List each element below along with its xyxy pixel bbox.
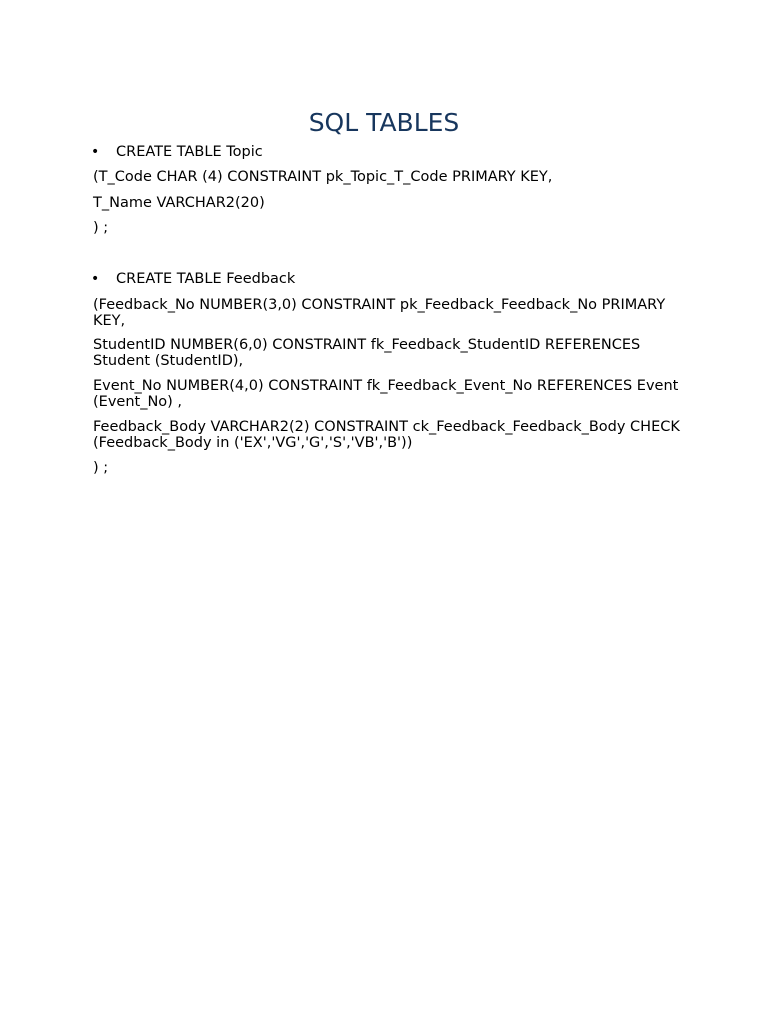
topic-line-1 [93, 169, 683, 185]
topic-line-3 [93, 220, 683, 236]
feedback-line-3 [93, 378, 683, 410]
code-line: Event_No NUMBER(4,0) CONSTRAINT fk_Feedback_Event_No REFERENCES Event (Event_No) , [93, 378, 679, 410]
code-line: ) ; [93, 460, 109, 476]
page-title: SQL TABLES [308, 108, 460, 137]
code-line: (T_Code CHAR (4) CONSTRAINT pk_Topic_T_Code PRIMARY KEY, [93, 169, 553, 185]
feedback-line-4 [93, 419, 683, 451]
bullet-icon: • [91, 271, 100, 287]
topic-create-statement: CREATE TABLE Topic [116, 144, 263, 160]
code-line: ) ; [93, 220, 109, 236]
code-line: StudentID NUMBER(6,0) CONSTRAINT fk_Feedback_StudentID REFERENCES Student (StudentID), [93, 337, 641, 369]
topic-line-2 [93, 195, 683, 211]
bullet-item-topic [93, 144, 683, 161]
code-line: Feedback_Body VARCHAR2(2) CONSTRAINT ck_Feedback_Feedback_Body CHECK (Feedback_Body in ('EX','VG','G','S','VB','B')) [93, 419, 680, 451]
code-line: (Feedback_No NUMBER(3,0) CONSTRAINT pk_Feedback_Feedback_No PRIMARY KEY, [93, 297, 666, 329]
bullet-item-feedback [93, 271, 683, 288]
feedback-line-1 [93, 297, 683, 329]
feedback-line-2 [93, 337, 683, 369]
code-line: T_Name VARCHAR2(20) [93, 195, 265, 211]
bullet-icon: • [91, 144, 100, 160]
feedback-create-statement: CREATE TABLE Feedback [116, 271, 296, 287]
feedback-line-5 [93, 460, 683, 476]
